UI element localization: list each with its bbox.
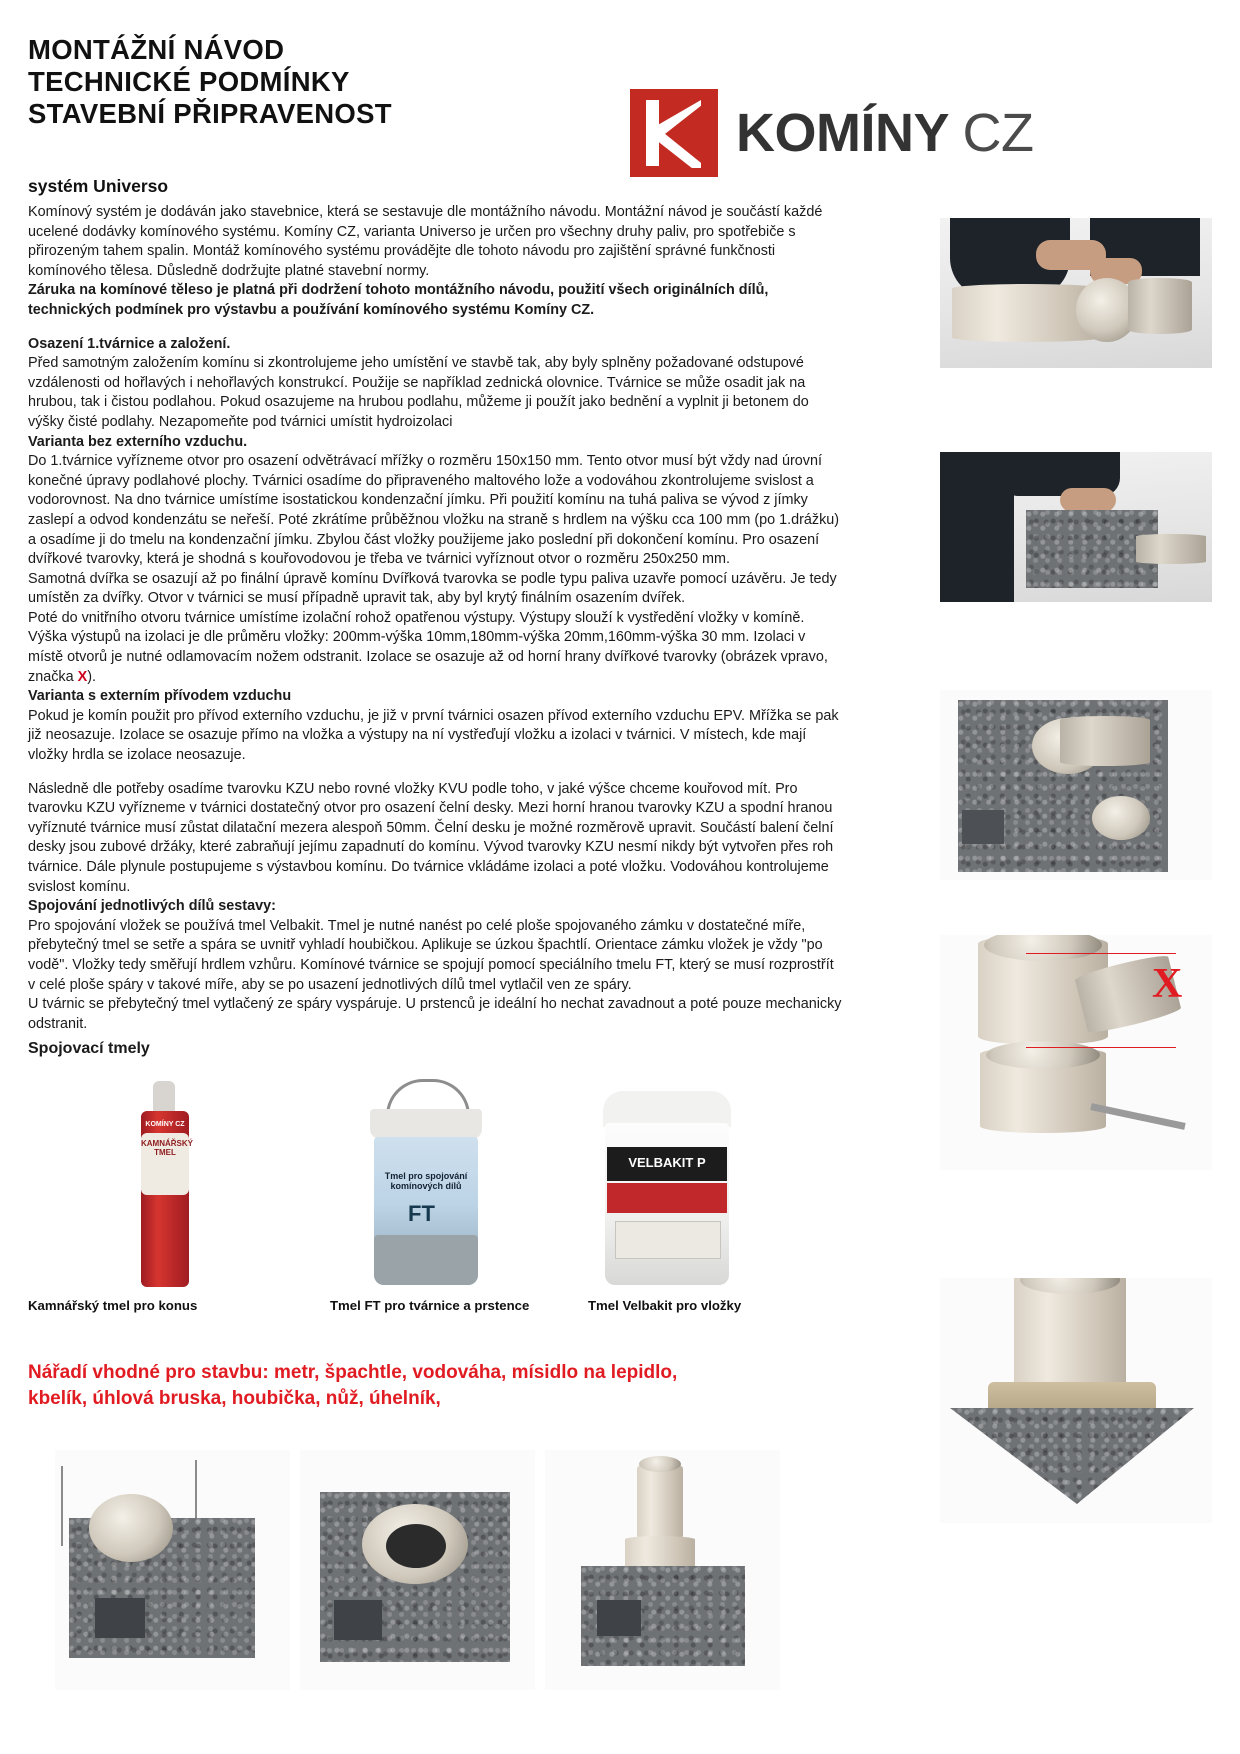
variant1-title: Varianta bez externího vzduchu. (28, 433, 248, 450)
document-header (28, 34, 1213, 164)
section3-text-2: U tvárnic se přebytečný tmel vytlačený ze spáry vyspáruje. U prstenců je ideální ho nechat zavadnout a poté pouze mechanicky odstranit. (28, 996, 842, 1032)
title-block (28, 34, 648, 130)
section1-title: Osazení 1.tvárnice a založení. (28, 335, 231, 352)
tmely-caption-1: Kamnářský tmel pro konus (28, 1298, 198, 1313)
variant1-paragraph-1: Do 1.tvárnice vyřízneme otvor pro osazení odvětrávací mřížky o rozměru 150x150 mm. Tento otvor musí být vždy nad úrovní konečné úpravy podlahové plochy. Tvárnici osadíme do připraveného maltového lože a vodováhou zkontrolujeme svislost a vodorovnost. Na dno tvárnice umístíme isostatickou kondenzační jímku. Při použití komínu na tuhá paliva se vývod z jímky zaslepí a odvod kondenzátu se neřeší. Poté zkrátíme průběžnou vložku na straně s hrdlem na výšku cca 100 mm (po 1.drážku) a osadíme ji do tmelu na kondenzační jímku. Zbylou část vložky použijeme jako poslední při dokončení komínu. Pro osazení dvířkové tvarovky, která je shodná s kouřovodovou je třeba ve tvárnici vyříznout otvor o rozměru 250x250 mm. (28, 453, 840, 568)
section3-title: Spojování jednotlivých dílů sestavy: (28, 898, 276, 915)
variant2-title: Varianta s externím přívodem vzduchu (28, 688, 292, 705)
title-line-2: TECHNICKÉ PODMÍNKY (28, 66, 350, 97)
tmely-caption-2: Tmel FT pro tvárnice a prstence (330, 1298, 530, 1313)
photo-osazeni-tvarnice (940, 452, 1212, 602)
variant1-p3-part-b: ). (87, 668, 97, 685)
cartridge-product-label: KAMNÁŘSKÝ TMEL (141, 1139, 193, 1157)
ft-product-label: Tmel pro spojování komínových dílů (384, 1171, 468, 1191)
tmel-ft-photo (348, 1075, 513, 1290)
tools-note (28, 1360, 788, 1412)
cartridge-brand-label: KOMÍNY CZ (145, 1121, 185, 1128)
variant1-p3-part-a: Poté do vnitřního otvoru tvárnice umístíme izolační rohož opatřenou výstupy. Výstupy slouží k vystředění vložky v komíně. Výška výstupů na izolaci je dle průměru vložky: 200mm-výška 10mm,180mm-výška 20mm,160mm-výška 30 mm. Izolaci v místě otvorů je nutné odlamovacím nožem odstranit. Izolace se osazuje až od horní hrany dvířkové tvarovky (obrázek vpravo, značka (28, 609, 828, 685)
logo-wordmark (736, 105, 1034, 161)
photo-tvarnice-s-otvorem (940, 690, 1212, 880)
variant2-text: Pokud je komín použit pro přívod externího vzduchu, je již v první tvárnici osazen přívod externího vzduchu EPV. Mřížka se pak již neosazuje. Izolace se osazuje přímo na vložka a výstupy na ní vystřeďují vložku a izolaci v tvárnici. V místech, kde mají vložky hrdla se izolace neosazuje. (28, 707, 839, 764)
section1-text: Před samotným založením komínu si zkontrolujeme jeho umístění ve stavbě tak, aby byly splněny požadované odstupové vzdálenosti od hořlavých i nehořlavých konstrukcí. Použije se například zednická olovnice. Tvárnice se může osadit jak na hrubou, tak i čistou podlahou. Pokud osazujeme na hrubou podlahu, můžeme ji použít jako bednění a vyplnit ji betonem do výšky čisté podlahy. Nezapomeňte pod tvárnici umístit hydroizolaci (28, 355, 809, 430)
title-line-3: STAVEBNÍ PŘIPRAVENOST (28, 98, 392, 129)
kamnarsky-tmel-photo (123, 1075, 233, 1290)
tmely-photo-row (28, 1075, 818, 1226)
section3-text: Pro spojování vložek se používá tmel Velbakit. Tmel je nutné nanést po celé ploše spojovaného zámku v dostatečné míře, přebytečný tmel se setře a spára se uvnitř vyhladí houbičkou. Aplikuje se úzkou špachtlí. Orientace zámku vložek je vždy "po vodě". Vložky tedy směřují hrdlem vzhůru. Komínové tvárnice se spojují pomocí speciálního tmelu FT, který se musí rozprostřít v celé ploše spáry v takové míře, aby se po usazení jednotlivých dílů tmel vytlačil ven ze spáry. (28, 917, 834, 993)
variant1-paragraph-2: Samotná dvířka se osazují až po finální úpravě komínu Dvířková tvarovka se podle typu paliva uzavře pomocí uzávěru. Je tedy umístěn za dvířky. Otvor v tvárnici se musí případně upravit tak, aby byl krytý finálním osazením dvířek. (28, 570, 837, 607)
photo-tvarnice-s-vlozkou (545, 1450, 780, 1690)
logo-name: KOMÍNY (736, 103, 949, 163)
velbakit-product-label: VELBAKIT P (628, 1155, 706, 1170)
brand-logo (630, 89, 1034, 177)
photo-tvarnice-s-izolaci (300, 1450, 535, 1690)
kominy-k-logo-icon (630, 89, 718, 177)
section2-text: Následně dle potřeby osadíme tvarovku KZU nebo rovné vložky KVU podle toho, v jaké výšce chceme kouřovod mít. Pro tvarovku KZU vyřízneme v tvárnici dostatečný otvor pro osazení čelní desky. Mezi horní hranou tvarovky KZU a spodní hranou vyříznuté tvárnice musí zůstat dilatační mezera alespoň 50mm. Čelní desku je možné rozměrově upravit. Součástí balení čelní desky jsou zubové držáky, které zabraňují jejímu zapadnutí do komínu. Vývod tvarovky KZU nesmí nikdy být vytvořen přes roh tvárnice. Dále plynule postupujeme s výstavbou komínu. Do tvárnice vkládáme izolaci a poté vložku. Vodováhou kontrolujeme svislost komínu. (28, 780, 834, 895)
photo-tvarnice-s-dvirky (55, 1450, 290, 1690)
photo-ukonceni-kominu (940, 1278, 1212, 1523)
warranty-paragraph: Záruka na komínové těleso je platná při dodržení tohoto montážního návodu, použití všech originálních dílů, technických podmínek pro výstavbu a používání komínového systému Komíny CZ. (28, 282, 769, 318)
variant1-paragraph-3 (28, 609, 843, 687)
velbakit-photo (583, 1075, 753, 1290)
tmely-caption-3: Tmel Velbakit pro vložky (588, 1298, 742, 1313)
tmely-section-title: Spojovací tmely (28, 1040, 150, 1057)
system-title: systém Universo (28, 176, 169, 196)
ft-badge: FT (408, 1201, 435, 1226)
tools-note-line-1: Nářadí vhodné pro stavbu: metr, špachtle, vodováha, mísidlo na lepidlo, (28, 1362, 678, 1383)
photo-osazeni-vlozky-rukama (940, 218, 1212, 368)
logo-suffix: CZ (962, 103, 1034, 163)
x-marker-icon: X (1152, 961, 1183, 1007)
title-line-1: MONTÁŽNÍ NÁVOD (28, 34, 285, 65)
tools-note-line-2: kbelík, úhlová bruska, houbička, nůž, úhelník, (28, 1388, 441, 1409)
main-text-column (28, 176, 843, 1034)
intro-paragraph: Komínový systém je dodáván jako stavebnice, která se sestavuje dle montážního návodu. Montážní návod je součástí každé ucelené dodávky komínového systému. Komíny CZ, varianta Universo je určen pro všechny druhy paliv, pro spotřebiče s přirozeným tahem spalin. Montáž komínového systému provádějte dle tohoto návodu pro zajištění správné funkčnosti komínového tělesa. Důsledně dodržujte platné stavební normy. (28, 204, 823, 279)
x-mark-inline: X (77, 668, 88, 685)
